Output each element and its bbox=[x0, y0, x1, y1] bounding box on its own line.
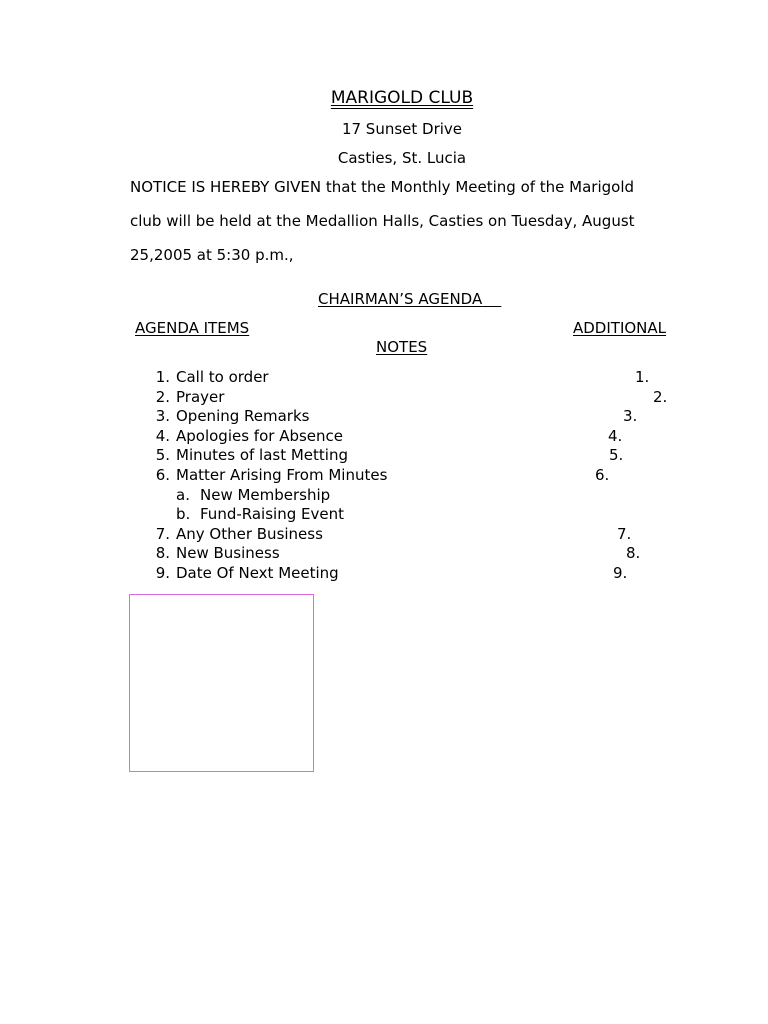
empty-text-box[interactable] bbox=[129, 594, 314, 772]
address-line-2: Casties, St. Lucia bbox=[337, 149, 467, 167]
address-line-1: 17 Sunset Drive bbox=[341, 120, 463, 138]
agenda-subitem: a. New Membership bbox=[176, 486, 331, 504]
agenda-heading: CHAIRMAN’S AGENDA bbox=[318, 290, 483, 308]
agenda-item: 2. Prayer bbox=[155, 388, 225, 406]
agenda-item: 6. Matter Arising From Minutes bbox=[155, 466, 388, 484]
agenda-item: 7. Any Other Business bbox=[155, 525, 323, 543]
agenda-note-number: 4. bbox=[608, 427, 623, 445]
agenda-item: 3. Opening Remarks bbox=[155, 407, 310, 425]
agenda-item: 8. New Business bbox=[155, 544, 280, 562]
agenda-item: 4. Apologies for Absence bbox=[155, 427, 344, 445]
agenda-note-number: 6. bbox=[595, 466, 610, 484]
additional-notes-column-header: ADDITIONAL bbox=[573, 319, 667, 337]
club-title: MARIGOLD CLUB bbox=[330, 88, 474, 108]
agenda-note-number: 5. bbox=[609, 446, 624, 464]
agenda-note-number: 8. bbox=[626, 544, 641, 562]
notice-line-3: 25,2005 at 5:30 p.m., bbox=[130, 246, 294, 264]
notice-line-2: club will be held at the Medallion Halls, Casties on Tuesday, August bbox=[130, 212, 635, 230]
agenda-item: 1. Call to order bbox=[155, 368, 269, 386]
agenda-note-number: 3. bbox=[623, 407, 638, 425]
agenda-note-number: 9. bbox=[613, 564, 628, 582]
agenda-note-number: 1. bbox=[635, 368, 650, 386]
agenda-note-number: 2. bbox=[653, 388, 668, 406]
agenda-items-column-header: AGENDA ITEMS bbox=[135, 319, 250, 337]
agenda-subitem: b. Fund-Raising Event bbox=[176, 505, 344, 523]
notice-line-1: NOTICE IS HEREBY GIVEN that the Monthly Meeting of the Marigold bbox=[130, 178, 635, 196]
agenda-note-number: 7. bbox=[617, 525, 632, 543]
agenda-item: 9. Date Of Next Meeting bbox=[155, 564, 339, 582]
notes-column-header: NOTES bbox=[376, 338, 428, 356]
agenda-item: 5. Minutes of last Metting bbox=[155, 446, 348, 464]
